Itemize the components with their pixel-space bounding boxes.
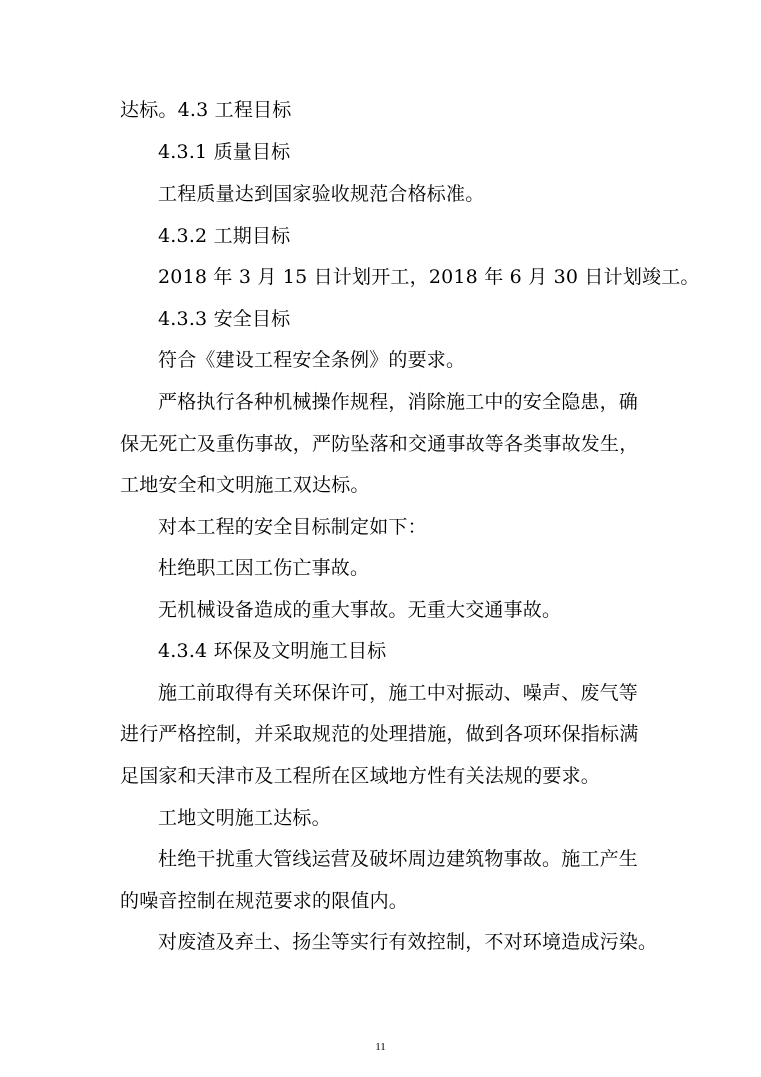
text-line: 对废渣及弃土、扬尘等实行有效控制，不对环境造成污染。: [158, 931, 658, 953]
text-line: 进行严格控制，并采取规范的处理措施，做到各项环保指标满: [120, 723, 639, 745]
text-line: 严格执行各种机械操作规程，消除施工中的安全隐患，确: [158, 391, 639, 413]
page-number: 11: [375, 1041, 386, 1053]
text-line: 足国家和天津市及工程所在区域地方性有关法规的要求。: [120, 765, 601, 787]
text-line: 2018 年 3 月 15 日计划开工，2018 年 6 月 30 日计划竣工。: [158, 266, 700, 288]
text-line: 杜绝职工因工伤亡事故。: [158, 557, 370, 579]
text-line: 工地文明施工达标。: [158, 807, 331, 829]
section-heading-schedule: 4.3.2 工期目标: [158, 225, 291, 247]
section-heading-environment: 4.3.4 环保及文明施工目标: [158, 640, 387, 662]
text-line: 符合《建设工程安全条例》的要求。: [158, 349, 466, 371]
text-line: 工程质量达到国家验收规范合格标准。: [158, 183, 485, 205]
section-heading-quality: 4.3.1 质量目标: [158, 141, 291, 163]
text-line: 的噪音控制在规范要求的限值内。: [120, 890, 409, 912]
text-line: 工地安全和文明施工双达标。: [120, 474, 370, 496]
text-line: 对本工程的安全目标制定如下：: [158, 516, 427, 538]
section-heading-safety: 4.3.3 安全目标: [158, 308, 291, 330]
text-line: 达标。4.3 工程目标: [120, 99, 292, 121]
text-line: 无机械设备造成的重大事故。无重大交通事故。: [158, 599, 562, 621]
text-line: 杜绝干扰重大管线运营及破坏周边建筑物事故。施工产生: [158, 848, 639, 870]
text-line: 施工前取得有关环保许可，施工中对振动、噪声、废气等: [158, 682, 639, 704]
text-line: 保无死亡及重伤事故，严防坠落和交通事故等各类事故发生，: [120, 433, 639, 455]
